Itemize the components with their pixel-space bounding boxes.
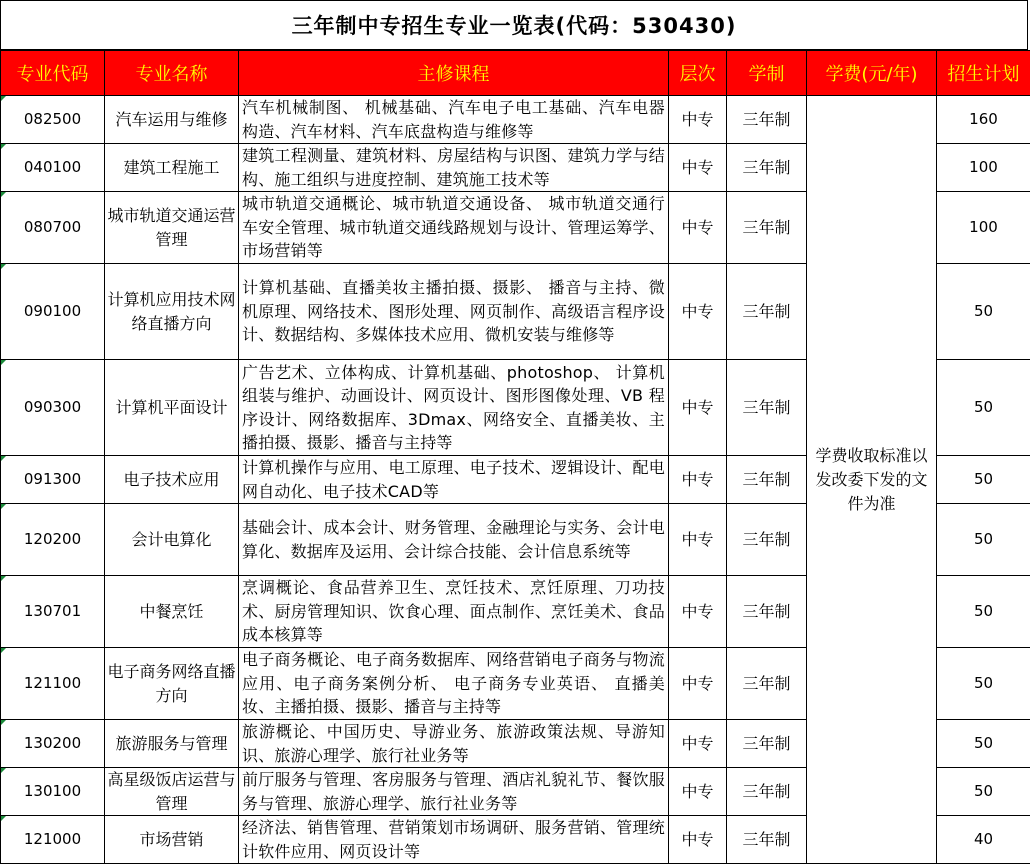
- header-plan[interactable]: 招生计划: [937, 51, 1030, 96]
- header-courses[interactable]: 主修课程: [239, 51, 669, 96]
- table-row: [1, 96, 1030, 144]
- cell-courses[interactable]: 广告艺术、立体构成、计算机基础、photoshop、 计算机组装与维护、动画设计、网页设计、图形图像处理、VB 程序设计、网络数据库、3Dmax、网络安全、直播美妆、主播拍摄、摄影、播音与主持等: [239, 360, 669, 456]
- cell-duration[interactable]: 三年制: [727, 816, 807, 864]
- cell-courses[interactable]: 计算机操作与应用、电工原理、电子技术、逻辑设计、配电网自动化、电子技术CAD等: [239, 456, 669, 504]
- majors-table: [0, 50, 1030, 864]
- cell-courses[interactable]: 汽车机械制图、 机械基础、汽车电子电工基础、汽车电器构造、汽车材料、汽车底盘构造与维修等: [239, 96, 669, 144]
- cell-major-name[interactable]: 高星级饭店运营与管理: [105, 768, 239, 816]
- cell-duration[interactable]: 三年制: [727, 192, 807, 264]
- cell-major-name[interactable]: 会计电算化: [105, 504, 239, 576]
- cell-major-code[interactable]: 082500: [1, 96, 105, 144]
- cell-courses[interactable]: 电子商务概论、电子商务数据库、网络营销电子商务与物流应用、电子商务案例分析、 电子商务专业英语、 直播美妆、主播拍摄、摄影、播音与主持等: [239, 648, 669, 720]
- cell-courses[interactable]: 基础会计、成本会计、财务管理、金融理论与实务、会计电算化、数据库及运用、会计综合技能、会计信息系统等: [239, 504, 669, 576]
- cell-level[interactable]: 中专: [669, 360, 727, 456]
- cell-enrollment-plan[interactable]: 40: [937, 816, 1030, 864]
- cell-major-code[interactable]: 121000: [1, 816, 105, 864]
- cell-duration[interactable]: 三年制: [727, 648, 807, 720]
- cell-enrollment-plan[interactable]: 160: [937, 96, 1030, 144]
- cell-courses[interactable]: 前厅服务与管理、客房服务与管理、酒店礼貌礼节、餐饮服务与管理、旅游心理学、旅行社业务等: [239, 768, 669, 816]
- cell-level[interactable]: 中专: [669, 192, 727, 264]
- cell-major-code[interactable]: 090300: [1, 360, 105, 456]
- cell-major-code[interactable]: 040100: [1, 144, 105, 192]
- cell-enrollment-plan[interactable]: 50: [937, 264, 1030, 360]
- cell-enrollment-plan[interactable]: 50: [937, 648, 1030, 720]
- cell-enrollment-plan[interactable]: 50: [937, 576, 1030, 648]
- header-level[interactable]: 层次: [669, 51, 727, 96]
- cell-major-name[interactable]: 旅游服务与管理: [105, 720, 239, 768]
- cell-courses[interactable]: 城市轨道交通概论、城市轨道交通设备、 城市轨道交通行车安全管理、城市轨道交通线路规划与设计、管理运筹学、市场营销等: [239, 192, 669, 264]
- header-duration[interactable]: 学制: [727, 51, 807, 96]
- cell-courses[interactable]: 烹调概论、食品营养卫生、烹饪技术、烹饪原理、刀功技术、厨房管理知识、饮食心理、面点制作、烹饪美术、食品成本核算等: [239, 576, 669, 648]
- cell-major-name[interactable]: 电子技术应用: [105, 456, 239, 504]
- cell-major-code[interactable]: 091300: [1, 456, 105, 504]
- cell-major-code[interactable]: 130200: [1, 720, 105, 768]
- cell-major-code[interactable]: 120200: [1, 504, 105, 576]
- cell-enrollment-plan[interactable]: 100: [937, 192, 1030, 264]
- cell-duration[interactable]: 三年制: [727, 264, 807, 360]
- cell-major-code[interactable]: 130100: [1, 768, 105, 816]
- cell-major-name[interactable]: 中餐烹饪: [105, 576, 239, 648]
- cell-major-name[interactable]: 城市轨道交通运营管理: [105, 192, 239, 264]
- cell-courses[interactable]: 建筑工程测量、建筑材料、房屋结构与识图、建筑力学与结构、施工组织与进度控制、建筑施工技术等: [239, 144, 669, 192]
- cell-major-name[interactable]: 市场营销: [105, 816, 239, 864]
- table-title: 三年制中专招生专业一览表(代码：530430): [0, 0, 1028, 50]
- cell-duration[interactable]: 三年制: [727, 360, 807, 456]
- cell-courses[interactable]: 旅游概论、中国历史、导游业务、旅游政策法规、导游知识、旅游心理学、旅行社业务等: [239, 720, 669, 768]
- header-name[interactable]: 专业名称: [105, 51, 239, 96]
- cell-level[interactable]: 中专: [669, 144, 727, 192]
- cell-duration[interactable]: 三年制: [727, 144, 807, 192]
- cell-level[interactable]: 中专: [669, 96, 727, 144]
- cell-duration[interactable]: 三年制: [727, 768, 807, 816]
- cell-level[interactable]: 中专: [669, 456, 727, 504]
- cell-level[interactable]: 中专: [669, 648, 727, 720]
- cell-courses[interactable]: 计算机基础、直播美妆主播拍摄、摄影、 播音与主持、微机原理、网络技术、图形处理、网页制作、高级语言程序设计、数据结构、多媒体技术应用、微机安装与维修等: [239, 264, 669, 360]
- cell-level[interactable]: 中专: [669, 576, 727, 648]
- cell-fee-note[interactable]: 学费收取标准以发改委下发的文件为准: [807, 96, 937, 864]
- cell-enrollment-plan[interactable]: 50: [937, 360, 1030, 456]
- cell-major-code[interactable]: 080700: [1, 192, 105, 264]
- cell-enrollment-plan[interactable]: 100: [937, 144, 1030, 192]
- cell-major-name[interactable]: 计算机平面设计: [105, 360, 239, 456]
- cell-level[interactable]: 中专: [669, 816, 727, 864]
- cell-duration[interactable]: 三年制: [727, 96, 807, 144]
- cell-duration[interactable]: 三年制: [727, 504, 807, 576]
- cell-level[interactable]: 中专: [669, 768, 727, 816]
- cell-enrollment-plan[interactable]: 50: [937, 720, 1030, 768]
- cell-major-name[interactable]: 建筑工程施工: [105, 144, 239, 192]
- header-row: [1, 51, 1030, 96]
- cell-major-name[interactable]: 汽车运用与维修: [105, 96, 239, 144]
- cell-level[interactable]: 中专: [669, 720, 727, 768]
- cell-enrollment-plan[interactable]: 50: [937, 504, 1030, 576]
- cell-duration[interactable]: 三年制: [727, 576, 807, 648]
- cell-major-name[interactable]: 电子商务网络直播方向: [105, 648, 239, 720]
- cell-enrollment-plan[interactable]: 50: [937, 456, 1030, 504]
- cell-courses[interactable]: 经济法、销售管理、营销策划市场调研、服务营销、管理统计软件应用、网页设计等: [239, 816, 669, 864]
- cell-level[interactable]: 中专: [669, 264, 727, 360]
- cell-major-name[interactable]: 计算机应用技术网络直播方向: [105, 264, 239, 360]
- cell-major-code[interactable]: 090100: [1, 264, 105, 360]
- cell-major-code[interactable]: 121100: [1, 648, 105, 720]
- cell-duration[interactable]: 三年制: [727, 720, 807, 768]
- cell-enrollment-plan[interactable]: 50: [937, 768, 1030, 816]
- header-code[interactable]: 专业代码: [1, 51, 105, 96]
- header-fee[interactable]: 学费(元/年): [807, 51, 937, 96]
- cell-duration[interactable]: 三年制: [727, 456, 807, 504]
- cell-level[interactable]: 中专: [669, 504, 727, 576]
- cell-major-code[interactable]: 130701: [1, 576, 105, 648]
